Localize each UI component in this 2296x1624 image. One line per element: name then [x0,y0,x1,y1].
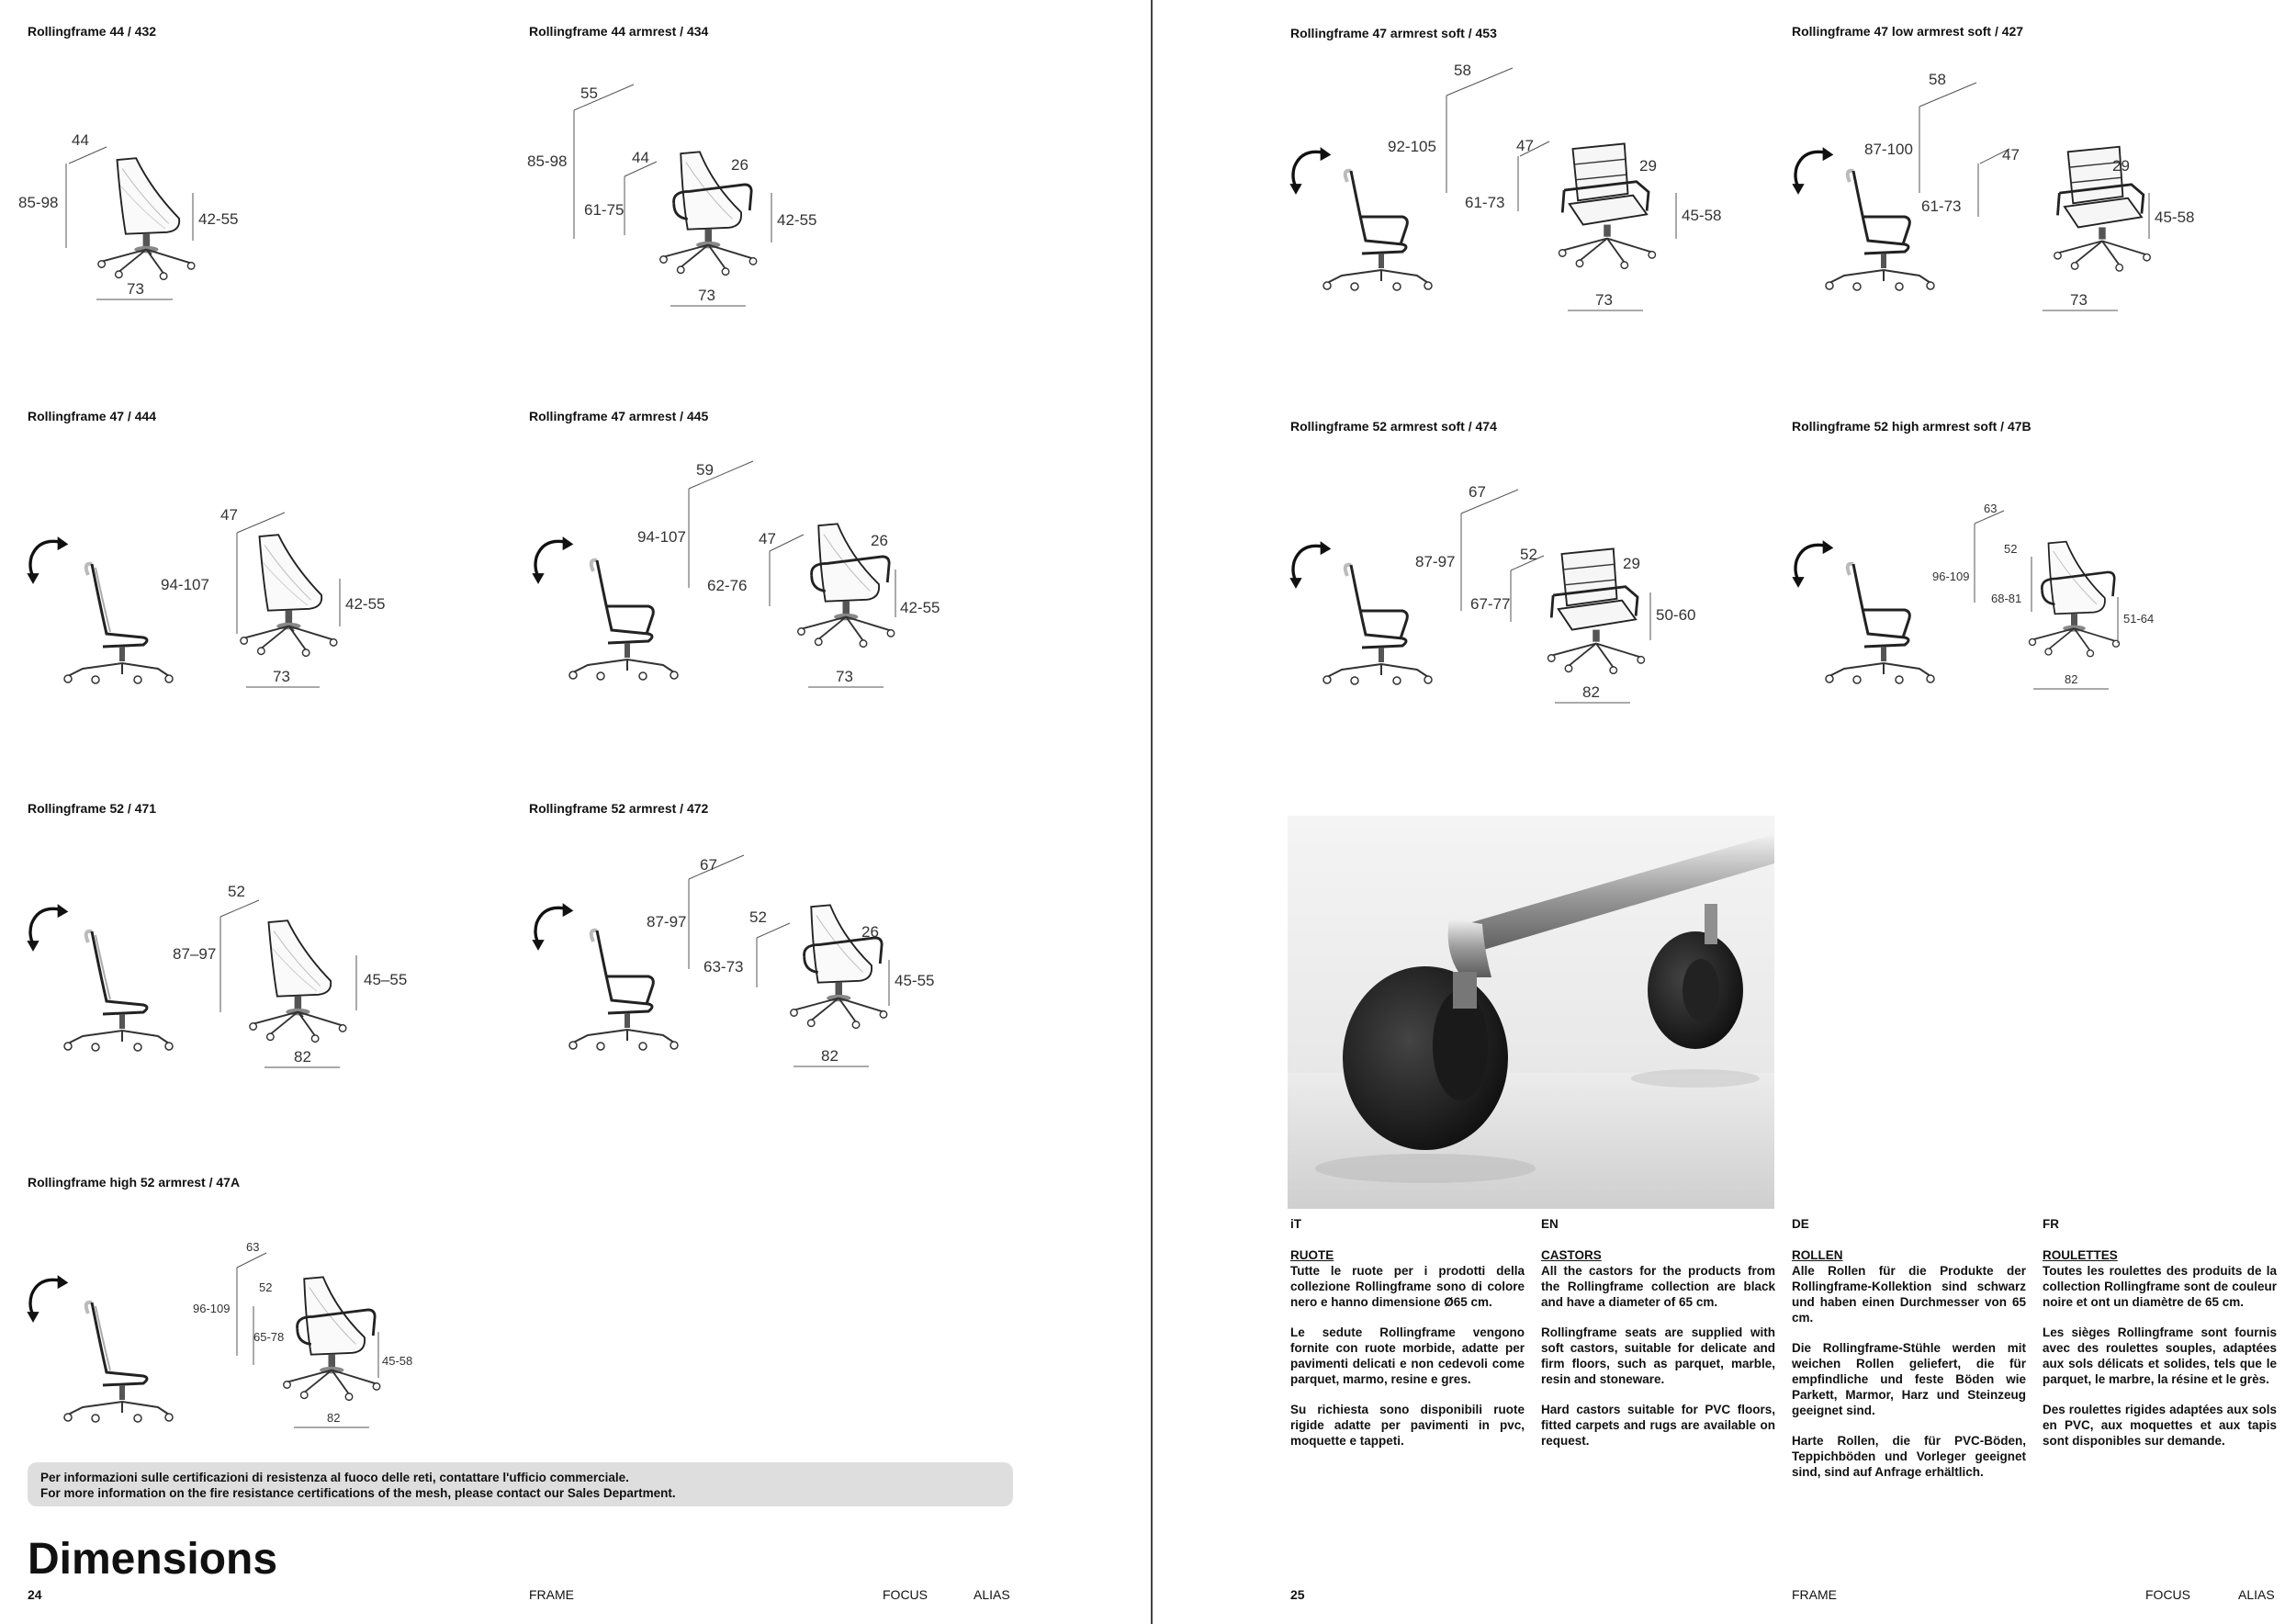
lang-label: FR [2043,1217,2059,1231]
dim-top: 67 [1469,483,1486,501]
dim-height: 87-97 [1415,553,1456,570]
dimension-drawing [1281,55,1722,321]
dim-top: 63 [246,1240,260,1254]
dim-base: 82 [1582,683,1600,701]
dim-height: 85-98 [18,194,59,211]
dim-top: 59 [696,461,714,479]
product-label: Rollingframe 44 armrest / 434 [529,24,709,39]
dim-base: 73 [1595,291,1613,309]
dim-seat: 42-55 [345,595,386,613]
dim-base: 82 [294,1048,311,1066]
fire-certification-notice [28,1462,1013,1506]
dim-base: 82 [821,1047,838,1065]
dim-arm-height: 61-73 [1465,194,1505,211]
dimension-drawing [1784,55,2224,321]
dim-arm: 29 [1639,157,1657,175]
paragraph: Les sièges Rollingframe sont fournis avec des roulettes souples, adaptées aux sols délicats et solides, tels que le parquet, le marbre, la résine et le grès. [2043,1325,2277,1386]
dim-arm-height: 67-77 [1470,595,1511,613]
dim-width: 52 [259,1280,273,1294]
lang-label: EN [1541,1217,1559,1231]
dimension-drawing [523,450,946,698]
dim-arm-height: 61-75 [584,201,625,219]
dim-width: 52 [1520,546,1537,563]
column-heading: ROLLEN [1792,1248,1843,1262]
lang-label: iT [1290,1217,1301,1231]
lang-label: DE [1792,1217,1809,1231]
product-label: Rollingframe 52 armrest / 472 [529,801,709,816]
dim-arm-height: 63-73 [703,958,744,976]
dimension-drawing [18,119,257,321]
column-heading: CASTORS [1541,1248,1602,1262]
paragraph: All the castors for the products from the Rollingframe collection are black and have a diameter of 65 cm. [1541,1264,1775,1309]
footer-nav-alias[interactable]: ALIAS [2238,1587,2275,1602]
dim-arm: 29 [2112,157,2130,175]
dim-seat: 51-64 [2123,612,2155,626]
notice-line-it: Per informazioni sulle certificazioni di resistenza al fuoco delle reti, contattare l'ufficio commerciale. [40,1471,629,1484]
dim-width: 44 [632,149,649,166]
footer-section: FRAME [1792,1587,1837,1602]
product-label: Rollingframe high 52 armrest / 47A [28,1175,241,1190]
dim-base: 82 [327,1411,341,1425]
castor-illustration [1288,816,1774,1209]
page-title: Dimensions [28,1535,278,1584]
dim-top: 67 [700,856,717,874]
dimension-drawing [18,505,422,698]
paragraph: Tutte le ruote per i prodotti della collezione Rollingframe sono di colore nero e hanno dimensione Ø65 cm. [1290,1264,1525,1309]
page-number: 25 [1290,1587,1305,1602]
dim-height: 96-109 [193,1302,231,1315]
dim-seat: 42-55 [777,211,817,229]
dim-arm: 26 [871,532,888,549]
dim-width: 44 [72,131,89,149]
dim-top: 58 [1454,62,1471,79]
dim-arm-height: 68-81 [1991,592,2022,605]
footer-nav-focus[interactable]: FOCUS [883,1587,928,1602]
dimension-drawing [523,73,836,321]
product-label: Rollingframe 47 low armrest soft / 427 [1792,24,2024,39]
paragraph: Su richiesta sono disponibili ruote rigide adatte per pavimenti in pvc, moquette e tappeti. [1290,1403,1525,1448]
product-label: Rollingframe 47 / 444 [28,409,157,423]
dim-base: 73 [698,287,715,304]
product-label: Rollingframe 47 armrest soft / 453 [1290,26,1497,40]
dim-base: 73 [127,280,144,298]
dim-seat: 45-58 [1682,207,1722,224]
dim-height: 85-98 [527,152,568,170]
paragraph: Des roulettes rigides adaptées aux sols en PVC, aux moquettes et aux tapis sont disponibles sur demande. [2043,1403,2277,1448]
dim-base: 82 [2065,672,2078,686]
castors-fr-column [2043,1216,2277,1463]
paragraph: Harte Rollen, die für PVC-Böden, Teppichböden und Vorleger geeignet sind, sind auf Anfrage erhältlich. [1792,1434,2026,1479]
dim-height: 87-97 [647,913,687,930]
dim-width: 52 [228,883,245,900]
paragraph: Toutes les roulettes des produits de la collection Rollingframe sont de couleur noire et ont un diamètre de 65 cm. [2043,1264,2277,1309]
page-spine [1151,0,1153,1624]
dim-base: 73 [273,668,290,685]
dim-height: 92-105 [1388,138,1436,155]
dim-seat: 45-58 [382,1354,413,1368]
paragraph: Hard castors suitable for PVC floors, fitted carpets and rugs are available on request. [1541,1403,1775,1448]
footer-nav-alias[interactable]: ALIAS [974,1587,1010,1602]
dim-arm-height: 62-76 [707,577,748,594]
castors-en-column [1541,1216,1775,1463]
dim-height: 87–97 [173,945,217,963]
dim-top: 55 [580,85,598,102]
notice-line-en: For more information on the fire resistance certifications of the mesh, please contact our Sales Department. [40,1486,676,1500]
dim-seat: 45–55 [364,971,408,988]
dim-width: 47 [2002,146,2020,164]
column-heading: RUOTE [1290,1248,1334,1262]
dim-top: 58 [1929,71,1946,88]
dim-height: 96-109 [1932,570,1970,583]
castors-de-column [1792,1216,2026,1494]
dim-seat: 42-55 [198,210,239,228]
dim-arm: 26 [731,156,748,174]
dim-arm-height: 65-78 [253,1330,285,1344]
castor-photo [1288,816,1774,1209]
dim-width: 47 [1516,137,1534,154]
dimension-drawing [1784,496,2178,707]
dim-arm-height: 61-73 [1921,197,1962,215]
dim-base: 73 [836,668,853,685]
page-number: 24 [28,1587,42,1602]
product-label: Rollingframe 52 high armrest soft / 47B [1792,419,2032,434]
dim-width: 52 [2004,542,2018,556]
dim-width: 47 [759,530,776,547]
dim-height: 87-100 [1864,141,1913,158]
dim-arm: 29 [1623,555,1640,572]
dim-seat: 45-55 [895,972,935,989]
product-label: Rollingframe 47 armrest / 445 [529,409,709,423]
product-label: Rollingframe 52 / 471 [28,801,157,816]
product-label: Rollingframe 52 armrest soft / 474 [1290,419,1497,434]
dimension-drawing [18,873,422,1075]
footer-section: FRAME [529,1587,574,1602]
paragraph: Die Rollingframe-Stühle werden mit weichen Rollen geliefert, die für empfindliche und feste Böden wie Parkett, Marmor, Harz und Steinzeug geeignet sind. [1792,1341,2026,1417]
column-heading: ROULETTES [2043,1248,2118,1262]
paragraph: Alle Rollen für die Produkte der Rollingframe-Kollektion sind schwarz und haben einen Durchmesser von 65 cm. [1792,1264,2026,1325]
dim-base: 73 [2070,291,2088,309]
dim-seat: 45-58 [2155,209,2195,226]
dimension-drawing [1281,473,1722,712]
dimension-drawing [18,1231,422,1451]
dim-width: 52 [749,908,767,926]
dim-seat: 42-55 [900,599,940,616]
dim-top: 63 [1984,502,1998,515]
dim-seat: 50-60 [1656,606,1696,624]
dimension-drawing [523,840,946,1079]
footer-nav-focus[interactable]: FOCUS [2145,1587,2190,1602]
dim-width: 47 [220,506,238,524]
paragraph: Rollingframe seats are supplied with soft castors, suitable for delicate and firm floors, such as parquet, marble, resin and stoneware. [1541,1325,1775,1386]
dim-height: 94-107 [161,576,209,593]
castors-it-column [1290,1216,1525,1463]
dim-arm: 26 [861,923,879,941]
dim-height: 94-107 [637,528,686,546]
paragraph: Le sedute Rollingframe vengono fornite con ruote morbide, adatte per pavimenti delicati e non cedevoli come parquet, marmo, resine e gres. [1290,1325,1525,1386]
product-label: Rollingframe 44 / 432 [28,24,157,39]
